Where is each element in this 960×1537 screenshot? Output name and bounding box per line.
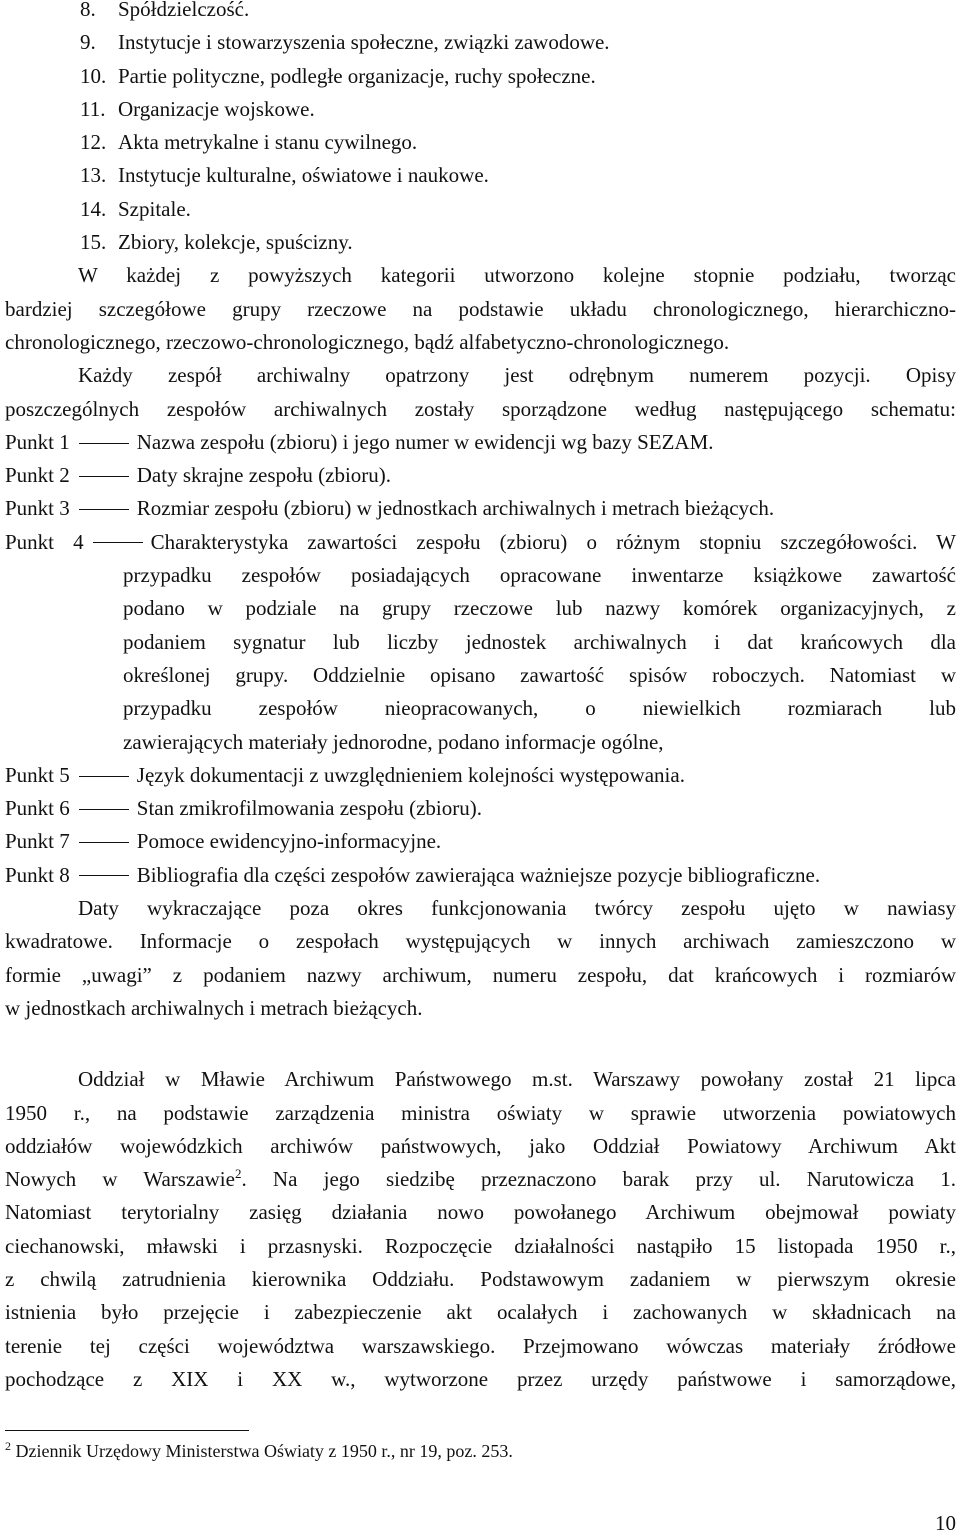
text-line: istnienia było przejęcie i zabezpieczenie akt ocalałych i zachowanych w składnicach na	[5, 1300, 956, 1325]
text-line: z chwilą zatrudnienia kierownika Oddziału. Podstawowym zadaniem w pierwszym okresie	[5, 1266, 956, 1291]
punkt-4-continuation	[5, 559, 956, 759]
list-item: 13. Instytucje kulturalne, oświatowe i naukowe.	[80, 163, 489, 188]
text-line: bardziej szczegółowe grupy rzeczowe na podstawie układu chronologicznego, hierarchiczno-	[5, 296, 956, 321]
punkt-item: Punkt 7 Pomoce ewidencyjno-informacyjne.	[5, 829, 442, 854]
text-line: podano w podziale na grupy rzeczowe lub nazwy komórek organizacyjnych, z	[123, 596, 956, 621]
text-line: oddziałów wojewódzkich archiwów państwowych, jako Oddział Powiatowy Archiwum Akt	[5, 1133, 956, 1158]
text-line: Każdy zespół archiwalny opatrzony jest odrębnym numerem pozycji. Opisy	[78, 363, 956, 388]
paragraph-subdivision	[5, 259, 956, 359]
paragraph-history	[5, 1063, 956, 1396]
text-line: terenie tej części województwa warszawskiego. Przejmowano wówczas materiały źródłowe	[5, 1333, 956, 1358]
footnote-number: 2	[5, 1439, 11, 1453]
text-line: poszczególnych zespołów archiwalnych zostały sporządzone według następującego schematu:	[5, 396, 956, 421]
text-line: chronologicznego, rzeczowo-chronologicznego, bądź alfabetyczno-chronologicznego.	[5, 329, 730, 354]
em-dash	[93, 542, 143, 543]
text-line: Nowych w Warszawie$^2$. Na jego siedzibę przeznaczono barak przy ul. Narutowicza 1.	[5, 1166, 956, 1192]
text-line: kwadratowe. Informacje o zespołach występujących w innych archiwach zamieszczono w	[5, 929, 956, 954]
text-line: przypadku zespołów nieopracowanych, o niewielkich rozmiarach lub	[123, 696, 956, 721]
em-dash	[79, 776, 129, 777]
list-item: 11. Organizacje wojskowe.	[80, 96, 315, 121]
text-line: Oddział w Mławie Archiwum Państwowego m.st. Warszawy powołany został 21 lipca	[78, 1067, 956, 1092]
text-line: pochodzące z XIX i XX w., wytworzone przez urzędy państwowe i samorządowe,	[5, 1366, 956, 1391]
list-item: 9. Instytucje i stowarzyszenia społeczne, związki zawodowe.	[80, 30, 610, 55]
em-dash	[79, 443, 129, 444]
list-item: 10. Partie polityczne, podległe organizacje, ruchy społeczne.	[80, 63, 596, 88]
footnote-divider	[5, 1430, 249, 1431]
em-dash	[79, 842, 129, 843]
text-line: podaniem sygnatur lub liczby jednostek archiwalnych i dat krańcowych dla	[123, 629, 956, 654]
list-item: 12. Akta metrykalne i stanu cywilnego.	[80, 130, 418, 155]
em-dash	[79, 809, 129, 810]
text-line: W każdej z powyższych kategorii utworzono kolejne stopnie podziału, tworząc	[78, 263, 956, 288]
punkt-item: Punkt 3 Rozmiar zespołu (zbioru) w jednostkach archiwalnych i metrach bieżących.	[5, 496, 775, 521]
list-item: 8. Spółdzielczość.	[80, 0, 250, 21]
punkt-item: Punkt 8 Bibliografia dla części zespołów zawierająca ważniejsze pozycje bibliograficzne.	[5, 862, 821, 887]
page-body	[5, 0, 956, 1396]
footnote-reference: 2	[234, 1166, 242, 1182]
text-line: Daty wykraczające poza okres funkcjonowania twórcy zespołu ujęto w nawiasy	[78, 896, 956, 921]
paragraph-dates	[5, 892, 956, 1025]
em-dash	[79, 476, 129, 477]
punkt-item: Punkt 4 Charakterystyka zawartości zespołu (zbioru) o różnym stopniu szczegółowości. W	[5, 529, 957, 554]
punkt-item: Punkt 1 Nazwa zespołu (zbioru) i jego numer w ewidencji wg bazy SEZAM.	[5, 429, 714, 454]
punkt-item: Punkt 6 Stan zmikrofilmowania zespołu (zbioru).	[5, 796, 483, 821]
punkt-item: Punkt 5 Język dokumentacji z uwzględnieniem kolejności występowania.	[5, 762, 685, 787]
text-line: Natomiast terytorialny zasięg działania nowo powołanego Archiwum obejmował powiaty	[5, 1200, 956, 1225]
text-line: określonej grupy. Oddzielnie opisano zawartość spisów roboczych. Natomiast w	[123, 662, 956, 687]
text-line: przypadku zespołów posiadających opracowane inwentarze książkowe zawartość	[123, 563, 956, 588]
em-dash	[79, 875, 129, 876]
text-line: formie „uwagi” z podaniem nazwy archiwum, numeru zespołu, dat krańcowych i rozmiarów	[5, 962, 956, 987]
text-line: ciechanowski, mławski i przasnyski. Rozpoczęcie działalności nastąpiło 15 listopada 1950 r.,	[5, 1233, 956, 1258]
punkt-list	[5, 426, 956, 892]
em-dash	[79, 509, 129, 510]
paragraph-schema	[5, 359, 956, 426]
list-item: 14. Szpitale.	[80, 196, 191, 221]
list-item: 15. Zbiory, kolekcje, spuścizny.	[80, 230, 353, 255]
text-line: w jednostkach archiwalnych i metrach bieżących.	[5, 995, 423, 1020]
paragraph-gap	[5, 1025, 956, 1063]
footnote: $^2$ Dziennik Urzędowy Ministerstwa Oświaty z 1950 r., nr 19, poz. 253.	[5, 1439, 513, 1461]
page-number: 10	[935, 1511, 956, 1535]
text-line: zawierających materiały jednorodne, podano informacje ogólne,	[123, 729, 664, 754]
text-line: 1950 r., na podstawie zarządzenia ministra oświaty w sprawie utworzenia powiatowych	[5, 1100, 956, 1125]
category-list	[5, 0, 956, 259]
punkt-item: Punkt 2 Daty skrajne zespołu (zbioru).	[5, 463, 392, 488]
